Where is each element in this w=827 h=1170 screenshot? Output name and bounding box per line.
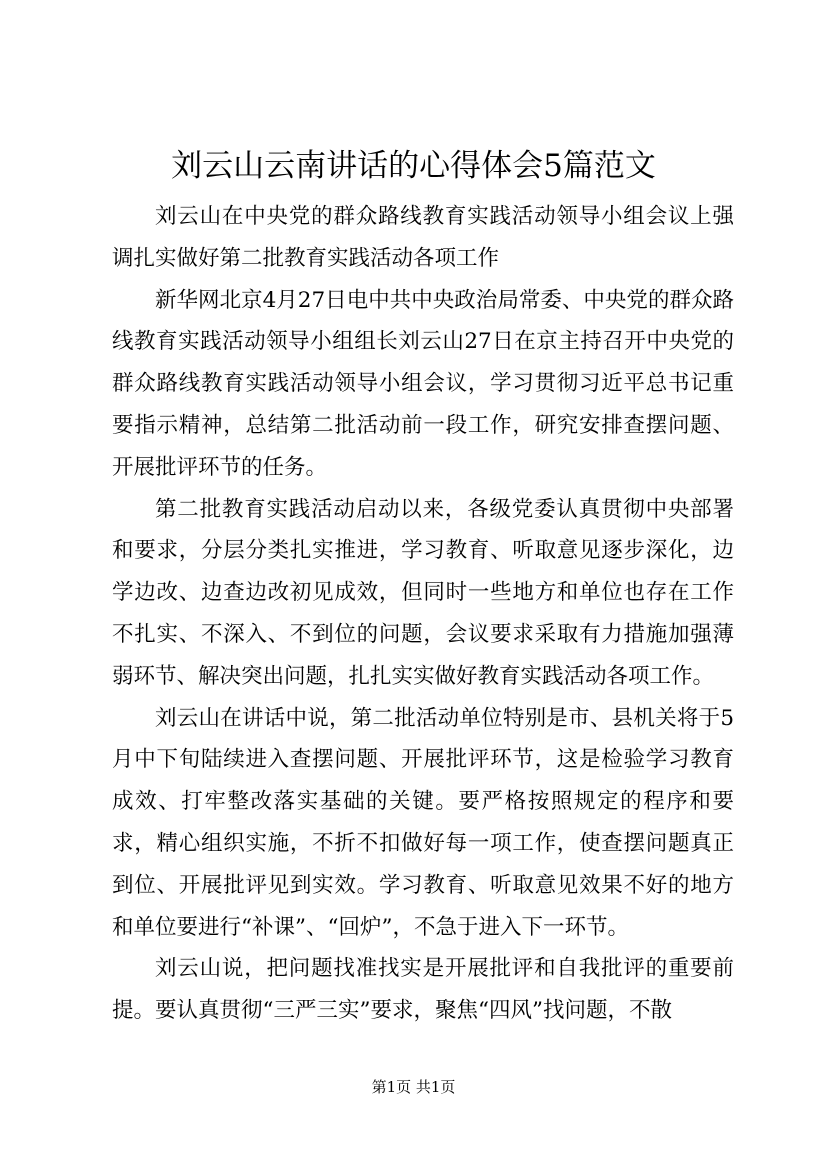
paragraph: 刘云山说，把问题找准找实是开展批评和自我批评的重要前提。要认真贯彻“三严三实”要求，聚焦“四风”找问题，不散 — [112, 956, 734, 1024]
document-body — [112, 196, 734, 1032]
paragraph: 第二批教育实践活动启动以来，各级党委认真贯彻中央部署和要求，分层分类扎实推进，学习教育、听取意见逐步深化，边学边改、边查边改初见成效，但同时一些地方和单位也存在工作不扎实、不深入、不到位的问题，会议要求采取有力措施加强薄弱环节、解决突出问题，扎扎实实做好教育实践活动各项工作。 — [112, 496, 734, 689]
paragraph: 刘云山在讲话中说，第二批活动单位特别是市、县机关将于5月中下旬陆续进入查摆问题、开展批评环节，这是检验学习教育成效、打牢整改落实基础的关键。要严格按照规定的程序和要求，精心组织实施，不折不扣做好每一项工作，使查摆问题真正到位、开展批评见到实效。学习教育、听取意见效果不好的地方和单位要进行“补课”、“回炉”，不急于进入下一环节。 — [112, 705, 734, 940]
page-footer: 第1页 共1页 — [371, 1078, 456, 1096]
paragraph: 新华网北京4月27日电中共中央政治局常委、中央党的群众路线教育实践活动领导小组组长刘云山27日在京主持召开中央党的群众路线教育实践活动领导小组会议，学习贯彻习近平总书记重要指示精神，总结第二批活动前一段工作，研究安排查摆问题、开展批评环节的任务。 — [112, 287, 734, 480]
document-title: 刘云山云南讲话的心得体会5篇范文 — [171, 148, 656, 184]
paragraph: 刘云山在中央党的群众路线教育实践活动领导小组会议上强调扎实做好第二批教育实践活动各项工作 — [112, 204, 734, 271]
